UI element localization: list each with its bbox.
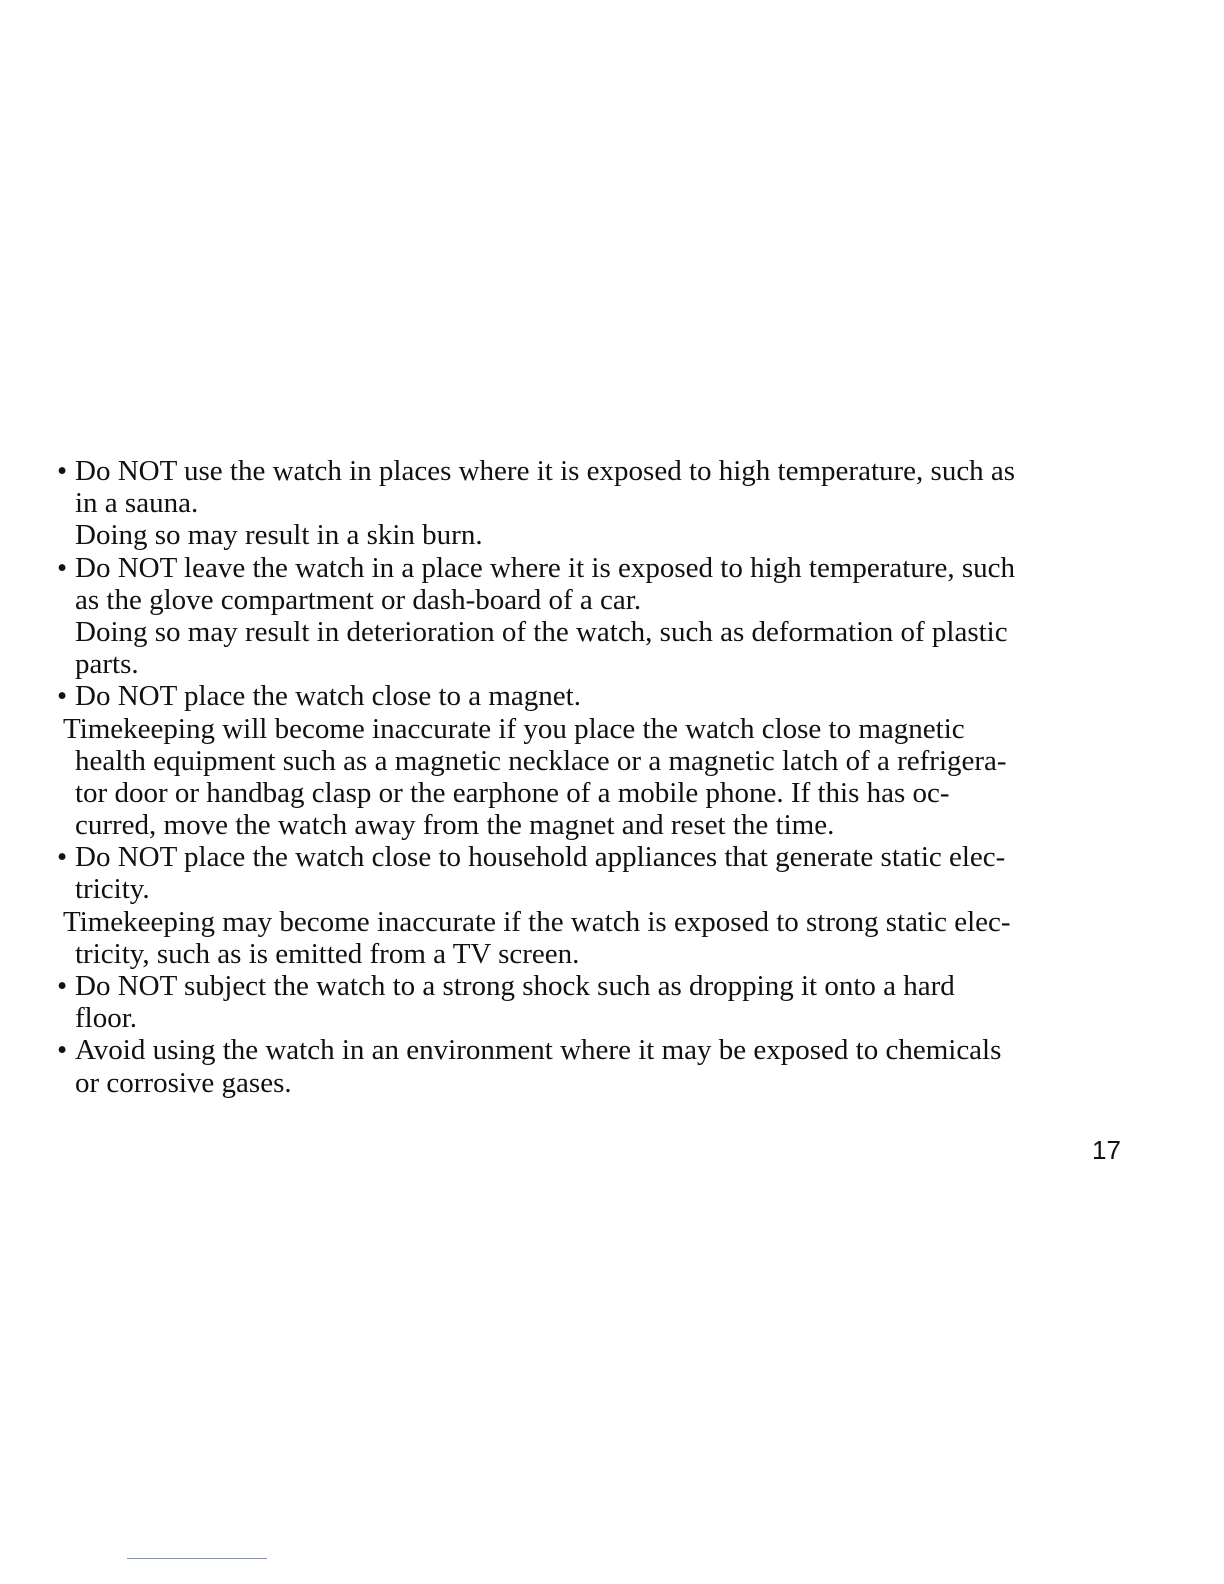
list-line: in a sauna.: [75, 487, 199, 520]
list-line: Timekeeping may become inaccurate if the watch is exposed to strong static elec-: [63, 905, 1011, 938]
caution-item-high-temperature-sauna: [57, 455, 1107, 552]
list-line: tricity.: [75, 873, 150, 906]
caution-list: [57, 455, 1107, 1099]
list-line: Timekeeping will become inaccurate if you place the watch close to magnetic: [63, 712, 965, 745]
list-line: health equipment such as a magnetic necklace or a magnetic latch of a refrigera-: [75, 744, 1007, 777]
list-line: • Avoid using the watch in an environment where it may be exposed to chemicals: [57, 1034, 1002, 1067]
list-line: • Do NOT place the watch close to a magnet.: [57, 680, 581, 713]
list-line: floor.: [75, 1002, 138, 1035]
list-line: parts.: [75, 648, 139, 681]
list-line: curred, move the watch away from the magnet and reset the time.: [75, 809, 835, 842]
page-number: 17: [1092, 1135, 1121, 1165]
bullet: •: [57, 551, 68, 584]
bullet: •: [57, 970, 68, 1002]
list-line: • Do NOT leave the watch in a place where it is exposed to high temperature, such: [57, 551, 1016, 584]
caution-item-chemicals: [57, 1034, 1107, 1098]
list-line: tor door or handbag clasp or the earphone of a mobile phone. If this has oc-: [75, 776, 950, 809]
caution-item-strong-shock: [57, 970, 1107, 1034]
bullet: •: [57, 680, 68, 713]
list-line: Doing so may result in deterioration of the watch, such as deformation of plastic: [75, 615, 1008, 648]
list-line: or corrosive gases.: [75, 1066, 292, 1099]
footer-rule: [127, 1558, 267, 1559]
list-line: as the glove compartment or dash-board of a car.: [75, 583, 642, 616]
caution-item-magnet: [57, 680, 1107, 841]
list-line: • Do NOT place the watch close to household appliances that generate static elec-: [57, 841, 1006, 874]
list-line: tricity, such as is emitted from a TV screen.: [75, 937, 580, 970]
bullet: •: [57, 841, 68, 874]
caution-item-static-electricity: [57, 841, 1107, 970]
bullet: •: [57, 1034, 68, 1067]
list-line: • Do NOT subject the watch to a strong shock such as dropping it onto a hard: [57, 970, 955, 1002]
list-line: Doing so may result in a skin burn.: [75, 519, 483, 552]
bullet: •: [57, 455, 68, 487]
list-line: • Do NOT use the watch in places where it is exposed to high temperature, such as: [57, 455, 1016, 487]
caution-item-glove-compartment: [57, 552, 1107, 681]
